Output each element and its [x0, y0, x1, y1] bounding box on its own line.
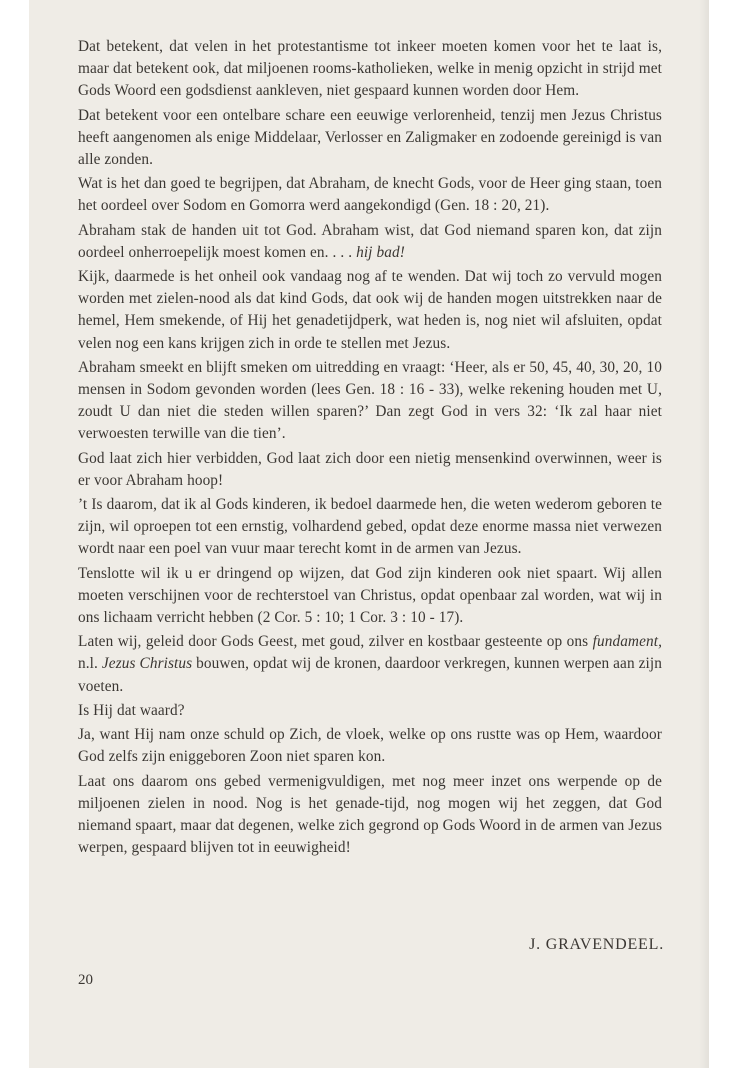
text-segment: Is Hij dat waard?: [78, 701, 185, 719]
paragraph: [78, 357, 662, 446]
paragraph: [78, 266, 662, 355]
text-segment: Tenslotte wil ik u er dringend op wijzen, dat God zijn kinderen ook niet spaart. Wij allen moeten verschijnen voor de rechterstoel van Christus, opdat openbaar zal worden, wat wij in ons lichaam verricht hebben (2 Cor. 5 : 10; 1 Cor. 3 : 10 - 17).: [78, 564, 662, 627]
paragraph: [78, 448, 662, 492]
text-segment: n.l.: [78, 655, 102, 673]
text-segment: Wat is het dan goed te begrijpen, dat Abraham, de knecht Gods, voor de Heer ging staan, toen het oordeel over Sodom en Gomorra werd aangekondigd (Gen. 18 : 20, 21).: [78, 175, 662, 215]
text-segment: Abraham smeekt en blijft smeken om uitredding en vraagt: ‘Heer, als er 50, 45, 40, 30, 20, 10 mensen in Sodom gevonden worden (lees Gen. 18 : 16 - 33), welke rekening houden met U, zoudt U dan niet die steden willen sparen?’ Dan zegt God in vers 32: ‘Ik zal haar niet verwoesten terwille van die tien’.: [78, 358, 662, 443]
italic-text: hij bad!: [356, 243, 405, 261]
paragraph: [78, 724, 662, 768]
paragraph: [78, 631, 662, 698]
page-number: 20: [78, 972, 93, 988]
paragraph: [78, 220, 662, 264]
paragraph: [78, 771, 662, 860]
paragraph: [78, 700, 662, 722]
text-segment: ’t Is daarom, dat ik al Gods kinderen, ik bedoel daarmede hen, die weten wederom geboren te zijn, wil oproepen tot een ernstig, volhardend gebed, opdat deze enorme massa niet verwezen wordt naar een poel van vuur maar terecht komt in de armen van Jezus.: [78, 496, 662, 558]
paragraph: [78, 173, 662, 217]
italic-text: Jezus Christus: [101, 655, 193, 673]
text-segment: Dat betekent, dat velen in het protestantisme tot inkeer moeten komen voor het te laat is, maar dat betekent ook, dat miljoenen rooms-katholieken, welke in menig opzicht in strijd met Gods Woord een godsdienst aankleven, niet gespaard kunnen worden door Hem.: [78, 38, 662, 100]
text-segment: Abraham stak de handen uit tot God. Abraham wist, dat God niemand sparen kon, dat zijn oordeel onherroepelijk moest komen en. . . .: [78, 221, 662, 261]
text-segment: bouwen, opdat wij de kronen, daardoor verkregen, kunnen werpen aan zijn voeten.: [78, 655, 663, 695]
book-page: [29, 0, 709, 1068]
text-segment: God laat zich hier verbidden, God laat zich door een nietig mensenkind overwinnen, weer is er voor Abraham hoop!: [78, 449, 662, 489]
text-segment: Laat ons daarom ons gebed vermenigvuldigen, met nog meer inzet ons werpende op de miljoenen zielen in nood. Nog is het genade-tijd, nog mogen wij het zeggen, dat God niemand spaart, maar dat degenen, welke zich gegrond op Gods Woord in de armen van Jezus werpen, gespaard blijven tot in eeuwigheid!: [78, 772, 662, 857]
text-segment: Dat betekent voor een ontelbare schare een eeuwige verlorenheid, tenzij men Jezus Christus heeft aangenomen als enige Middelaar, Verlosser en Zaligmaker en zodoende gereinigd is van alle zonden.: [78, 106, 662, 169]
text-segment: Kijk, daarmede is het onheil ook vandaag nog af te wenden. Dat wij toch zo vervuld mogen worden met zielen-nood als dat kind Gods, dat ook wij de handen mogen uitstrekken naar de hemel, Hem smekende, of Hij het genadetijdperk, wat heden is, nog niet wil afsluiten, opdat velen nog een kans krijgen zich in orde te stellen met Jezus.: [78, 268, 662, 352]
paragraph: [78, 563, 662, 630]
italic-text: fundament,: [592, 633, 662, 651]
paragraph: [78, 494, 662, 561]
paragraph: [78, 36, 662, 103]
body-text: [78, 36, 662, 861]
text-segment: Ja, want Hij nam onze schuld op Zich, de vloek, welke op ons rustte was op Hem, waardoor God zelfs zijn eniggeboren Zoon niet sparen kon.: [78, 726, 662, 766]
text-segment: Laten wij, geleid door Gods Geest, met goud, zilver en kostbaar gesteente op ons: [78, 633, 593, 651]
author-signature: J. GRAVENDEEL.: [529, 936, 664, 953]
paragraph: [78, 105, 662, 172]
